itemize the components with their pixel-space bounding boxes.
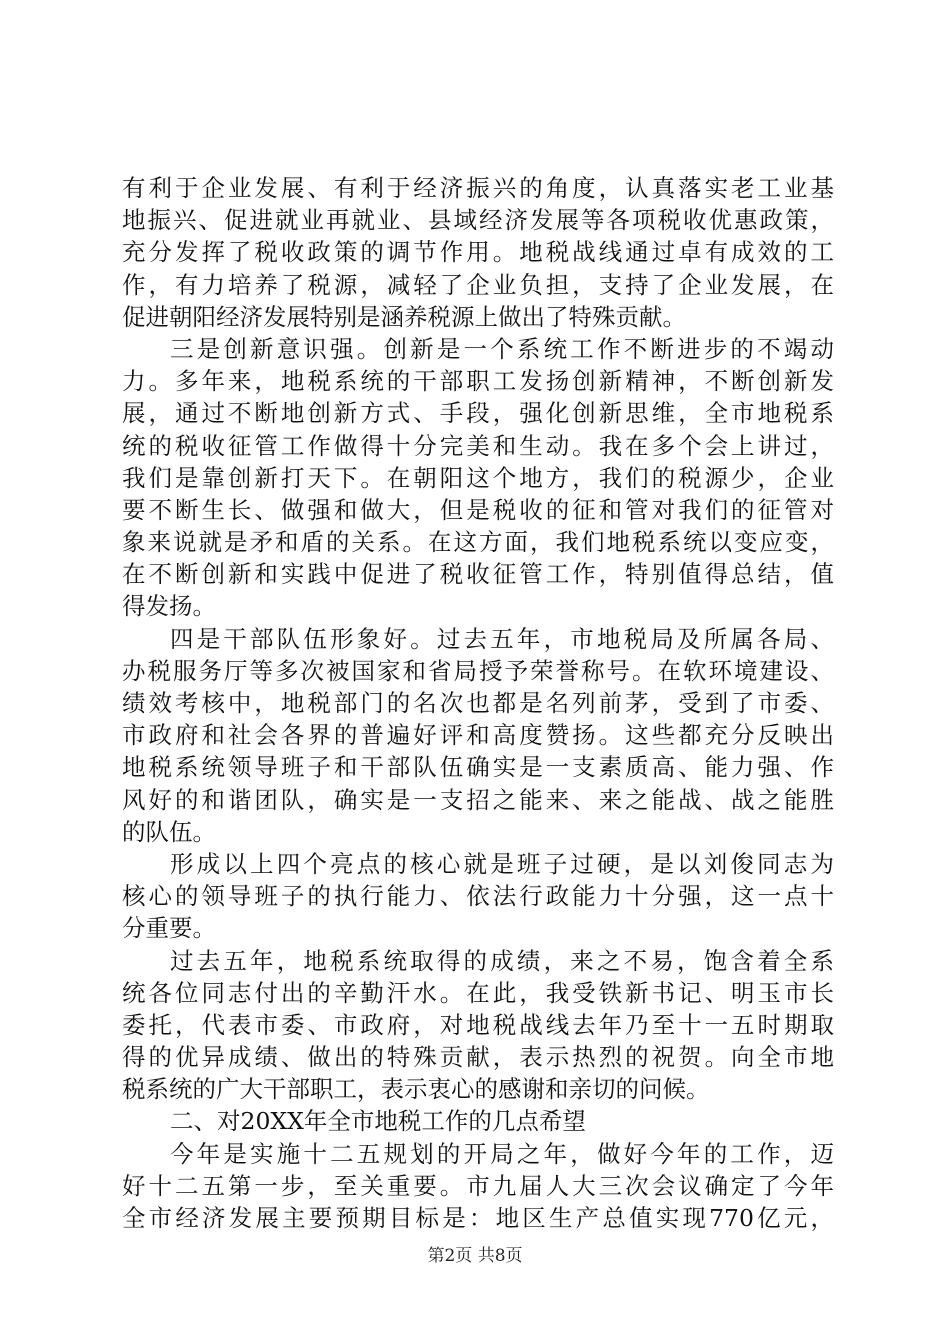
text-line: 的队伍。 — [122, 817, 216, 846]
text-line: 我们是靠创新打天下。在朝阳这个地方，我们的税源少，企业 — [122, 463, 834, 492]
page-footer: 第2页 共8页 — [427, 1246, 523, 1266]
text-line: 今年是实施十二五规划的开局之年，做好今年的工作，迈 — [170, 1139, 834, 1168]
text-line: 二、对20XX年全市地税工作的几点希望 — [170, 1107, 586, 1136]
text-line: 得发扬。 — [122, 592, 216, 621]
text-line: 全市经济发展主要预期目标是：地区生产总值实现770亿元， — [122, 1204, 834, 1232]
text-line: 充分发挥了税收政策的调节作用。地税战线通过卓有成效的工 — [122, 238, 834, 267]
text-line: 过去五年，地税系统取得的成绩，来之不易，饱含着全系 — [170, 946, 834, 975]
text-line: 好十二五第一步，至关重要。市九届人大三次会议确定了今年 — [122, 1171, 834, 1200]
text-line: 税系统的广大干部职工，表示衷心的感谢和亲切的问候。 — [122, 1075, 710, 1104]
text-line: 统的税收征管工作做得十分完美和生动。我在多个会上讲过， — [122, 431, 834, 460]
text-line: 展，通过不断地创新方式、手段，强化创新思维，全市地税系 — [122, 399, 834, 428]
text-line: 地税系统领导班子和干部队伍确实是一支素质高、能力强、作 — [122, 753, 834, 782]
text-line: 市政府和社会各界的普遍好评和高度赞扬。这些都充分反映出 — [122, 721, 834, 750]
text-line: 绩效考核中，地税部门的名次也都是名列前茅，受到了市委、 — [122, 689, 834, 717]
text-line: 形成以上四个亮点的核心就是班子过硬，是以刘俊同志为 — [170, 849, 834, 878]
text-line: 得的优异成绩、做出的特殊贡献，表示热烈的祝贺。向全市地 — [122, 1043, 834, 1072]
text-line: 四是干部队伍形象好。过去五年，市地税局及所属各局、 — [170, 624, 834, 653]
document-body — [122, 172, 834, 1234]
text-line: 有利于企业发展、有利于经济振兴的角度，认真落实老工业基 — [122, 174, 834, 202]
text-line: 作，有力培养了税源，减轻了企业负担，支持了企业发展，在 — [122, 270, 834, 299]
text-line: 象来说就是矛和盾的关系。在这方面，我们地税系统以变应变， — [122, 528, 834, 557]
text-line: 要不断生长、做强和做大，但是税收的征和管对我们的征管对 — [122, 495, 834, 524]
text-line: 办税服务厅等多次被国家和省局授予荣誉称号。在软环境建设、 — [122, 656, 834, 685]
text-line: 地振兴、促进就业再就业、县域经济发展等各项税收优惠政策， — [122, 206, 834, 235]
text-line: 委托，代表市委、市政府，对地税战线去年乃至十一五时期取 — [122, 1010, 834, 1039]
text-line: 风好的和谐团队，确实是一支招之能来、来之能战、战之能胜 — [122, 785, 834, 814]
text-line: 在不断创新和实践中促进了税收征管工作，特别值得总结，值 — [122, 560, 834, 589]
text-line: 统各位同志付出的辛勤汗水。在此，我受铁新书记、明玉市长 — [122, 978, 834, 1007]
text-line: 分重要。 — [122, 914, 216, 943]
text-line: 力。多年来，地税系统的干部职工发扬创新精神，不断创新发 — [122, 367, 834, 396]
text-line: 核心的领导班子的执行能力、依法行政能力十分强，这一点十 — [122, 882, 834, 911]
text-line: 促进朝阳经济发展特别是涵养税源上做出了特殊贡献。 — [122, 302, 686, 331]
text-line: 三是创新意识强。创新是一个系统工作不断进步的不竭动 — [170, 334, 834, 363]
